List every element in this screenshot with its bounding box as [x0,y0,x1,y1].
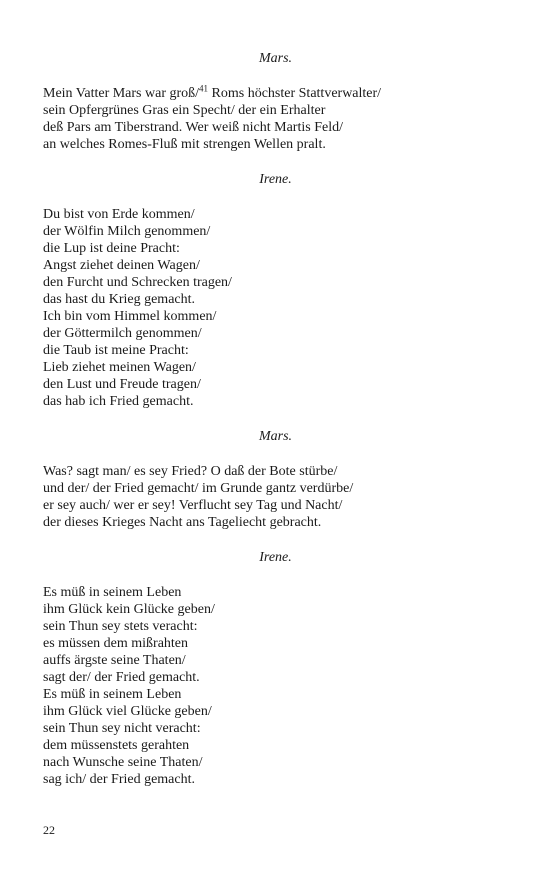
verse-line: deß Pars am Tiberstrand. Wer weiß nicht Martis Feld/ [43,120,343,135]
verse-line: der Wölfin Milch genommen/ [43,224,211,239]
stanza [43,463,493,531]
verse-line: ihm Glück kein Glücke geben/ [43,602,215,617]
verse-line: sag ich/ der Fried gemacht. [43,772,196,787]
verse-line: ihm Glück viel Glücke geben/ [43,704,212,719]
speaker-heading: Mars. [258,429,293,444]
verse-line: Es müß in seinem Leben [43,687,182,702]
verse-line: das hab ich Fried gemacht. [43,394,194,409]
verse-line: das hast du Krieg gemacht. [43,292,196,307]
verse-line: Ich bin vom Himmel kommen/ [43,309,217,324]
stanza [43,206,493,410]
page-number: 22 [43,823,55,837]
verse-line: dem müssenstets gerahten [43,738,190,753]
stanza [43,584,493,788]
verse-line: an welches Romes-Fluß mit strengen Wellen pralt. [43,137,326,152]
verse-line: der dieses Krieges Nacht ans Tageliecht gebracht. [43,515,322,530]
verse-line: es müssen dem mißrahten [43,636,189,651]
verse-line: die Lup ist deine Pracht: [43,241,180,256]
verse-line: nach Wunsche seine Thaten/ [43,755,203,770]
verse-line: die Taub ist meine Pracht: [43,343,189,358]
verse-line: Mein Vatter Mars war groß/$^{41}$ Roms höchster Stattverwalter/ [43,83,382,101]
verse-line: und der/ der Fried gemacht/ im Grunde gantz verdürbe/ [43,481,354,496]
verse-line: sagt der/ der Fried gemacht. [43,670,200,685]
verse-line: Lieb ziehet meinen Wagen/ [43,360,196,375]
verse-line: der Göttermilch genommen/ [43,326,202,341]
verse-line: Es müß in seinem Leben [43,585,182,600]
speaker-heading: Irene. [259,550,292,565]
speaker-heading: Irene. [259,172,292,187]
verse-line: auffs ärgste seine Thaten/ [43,653,186,668]
verse-line: Du bist von Erde kommen/ [43,207,195,222]
footnote-marker[interactable]: 41 [199,83,209,94]
verse-line: sein Thun sey nicht veracht: [43,721,201,736]
page-body [43,50,493,788]
verse-line: den Lust und Freude tragen/ [43,377,201,392]
stanza [43,85,493,153]
verse-line: den Furcht und Schrecken tragen/ [43,275,232,290]
speaker-heading: Mars. [258,51,293,66]
verse-line: er sey auch/ wer er sey! Verflucht sey Tag und Nacht/ [43,498,343,513]
verse-line: Was? sagt man/ es sey Fried? O daß der Bote stürbe/ [43,464,338,479]
verse-line: Angst ziehet deinen Wagen/ [43,258,200,273]
verse-line: sein Opfergrünes Gras ein Specht/ der ein Erhalter [43,103,326,118]
verse-line: sein Thun sey stets veracht: [43,619,198,634]
